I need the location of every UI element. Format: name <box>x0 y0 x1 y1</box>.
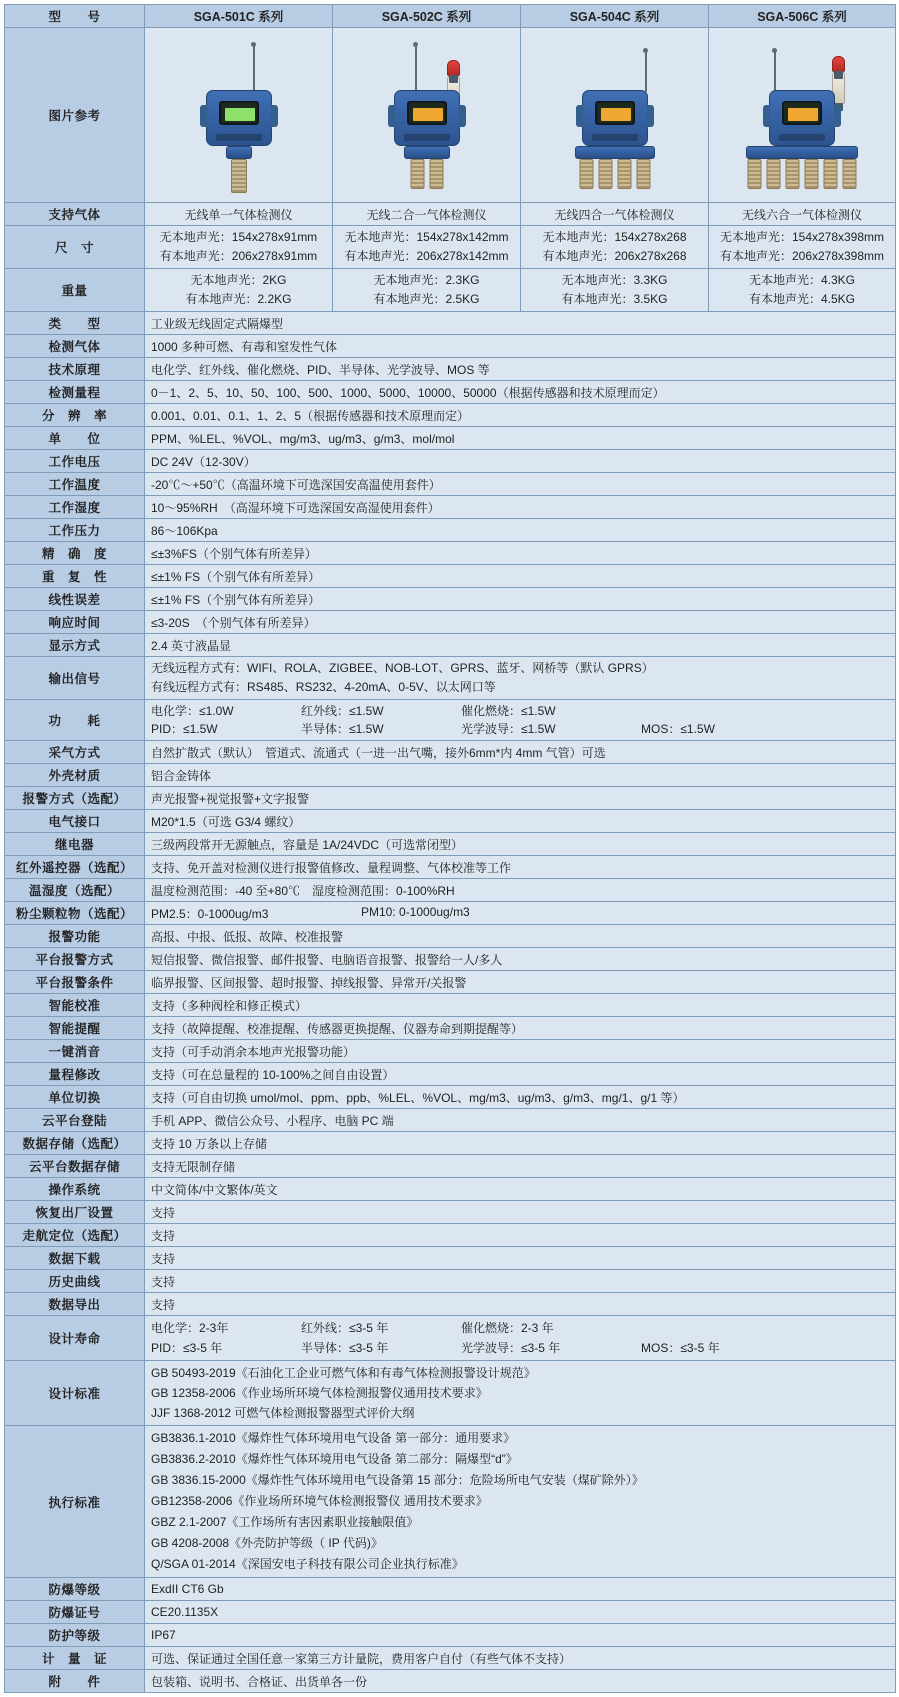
table-row-detect-gas <box>5 335 896 358</box>
row-label-photo: 图片参考 <box>5 28 145 203</box>
row-value-exec-standard: GB3836.1-2010《爆炸性气体环境用电气设备 第一部分：通用要求》 GB3836.2-2010《爆炸性气体环境用电气设备 第二部分：隔爆型“d”》 GB 3836.15-2000《爆炸性气体环境用电气设备第 15 部分：危险场所电气安装（煤矿除外）》 GB12358-2006《作业场所环境气体检测报警仪 通用技术要求》 GBZ 2.1-2007《工作场所有害因素职业接触限值》 GB 4208-2008《外壳防护等级（ IP 代码)》 Q/SGA 01-2014《深国安电子科技有限公司企业执行标准》 <box>145 1426 896 1578</box>
product-photo-506c <box>709 28 896 203</box>
row-label-electrical-interface: 电气接口 <box>5 810 145 833</box>
table-row-display <box>5 634 896 657</box>
row-label-display: 显示方式 <box>5 634 145 657</box>
row-value-data-export: 支持 <box>145 1293 896 1316</box>
table-row-lifetime <box>5 1316 896 1361</box>
row-value-ex-grade: ExdII CT6 Gb <box>145 1578 896 1601</box>
row-value-humidity: 10～95%RH （高湿环境下可选深国安高湿使用套件） <box>145 496 896 519</box>
table-row-linearity <box>5 588 896 611</box>
row-value-principle: 电化学、红外线、催化燃烧、PID、半导体、光学波导、MOS 等 <box>145 358 896 381</box>
row-value-range-modify: 支持（可在总量程的 10-100%之间自由设置） <box>145 1063 896 1086</box>
table-row-ex-grade <box>5 1578 896 1601</box>
table-row-dimension <box>5 226 896 269</box>
row-label-resolution: 分 辨 率 <box>5 404 145 427</box>
table-row-response-time <box>5 611 896 634</box>
table-row-factory-reset <box>5 1201 896 1224</box>
model-header-1: SGA-501C 系列 <box>145 5 333 28</box>
row-label-sampling: 采气方式 <box>5 741 145 764</box>
row-value-pressure: 86～106Kpa <box>145 519 896 542</box>
dimension-1: 无本地声光：154x278x91mm 有本地声光：206x278x91mm <box>145 226 333 269</box>
table-row-mute <box>5 1040 896 1063</box>
row-value-ir-remote: 支持、免开盖对检测仪进行报警值修改、量程调整、气体校准等工作 <box>145 856 896 879</box>
row-value-electrical-interface: M20*1.5（可选 G3/4 螺纹） <box>145 810 896 833</box>
row-value-display: 2.4 英寸液晶显 <box>145 634 896 657</box>
row-label-design-standard: 设计标准 <box>5 1361 145 1426</box>
table-row-electrical-interface <box>5 810 896 833</box>
row-value-data-storage: 支持 10 万条以上存储 <box>145 1132 896 1155</box>
row-label-smart-calibration: 智能校准 <box>5 994 145 1017</box>
row-label-platform-alarm-condition: 平台报警条件 <box>5 971 145 994</box>
table-row-type <box>5 312 896 335</box>
row-value-alarm-function: 高报、中报、低报、故障、校准报警 <box>145 925 896 948</box>
product-photo-501c <box>145 28 333 203</box>
row-label-os: 操作系统 <box>5 1178 145 1201</box>
row-label-history-curve: 历史曲线 <box>5 1270 145 1293</box>
gas-support-3: 无线四合一气体检测仪 <box>521 203 709 226</box>
table-row-resolution <box>5 404 896 427</box>
row-label-factory-reset: 恢复出厂设置 <box>5 1201 145 1224</box>
row-value-unit: PPM、%LEL、%VOL、mg/m3、ug/m3、g/m3、mol/mol <box>145 427 896 450</box>
table-row-data-storage <box>5 1132 896 1155</box>
row-value-power: 电化学：≤1.0W 红外线：≤1.5W 催化燃烧：≤1.5W PID：≤1.5W 半导体：≤1.5W 光学波导：≤1.5W MOS：≤1.5W <box>145 700 896 741</box>
row-label-mute: 一键消音 <box>5 1040 145 1063</box>
row-label-data-download: 数据下载 <box>5 1247 145 1270</box>
table-row-smart-reminder <box>5 1017 896 1040</box>
table-row-unit <box>5 427 896 450</box>
table-row-os <box>5 1178 896 1201</box>
table-row-data-export <box>5 1293 896 1316</box>
row-value-range: 0－1、2、5、10、50、100、500、1000、5000、10000、50000（根据传感器和技术原理而定） <box>145 381 896 404</box>
dimension-3: 无本地声光：154x278x268 有本地声光：206x278x268 <box>521 226 709 269</box>
row-label-weight: 重量 <box>5 269 145 312</box>
row-label-metrology-cert: 计 量 证 <box>5 1647 145 1670</box>
table-row-platform-alarm-condition <box>5 971 896 994</box>
row-label-ip-grade: 防护等级 <box>5 1624 145 1647</box>
row-label-gas-support: 支持气体 <box>5 203 145 226</box>
row-label-lifetime: 设计寿命 <box>5 1316 145 1361</box>
table-row-relay <box>5 833 896 856</box>
specification-table <box>4 4 896 1693</box>
row-value-temp-humidity-option: 温度检测范围：-40 至+80℃ 湿度检测范围：0-100%RH <box>145 879 896 902</box>
row-value-factory-reset: 支持 <box>145 1201 896 1224</box>
table-row-exec-standard <box>5 1426 896 1578</box>
table-row-cloud-login <box>5 1109 896 1132</box>
row-value-smart-reminder: 支持（故障提醒、校准提醒、传感器更换提醒、仪器寿命到期提醒等） <box>145 1017 896 1040</box>
row-label-temp-humidity-option: 温湿度（选配） <box>5 879 145 902</box>
row-label-cloud-login: 云平台登陆 <box>5 1109 145 1132</box>
table-row-metrology-cert <box>5 1647 896 1670</box>
row-value-design-standard: GB 50493-2019《石油化工企业可燃气体和有毒气体检测报警设计规范》 GB 12358-2006《作业场所环境气体检测报警仪通用技术要求》 JJF 1368-2012 可燃气体检测报警器型式评价大纲 <box>145 1361 896 1426</box>
model-header-3: SGA-504C 系列 <box>521 5 709 28</box>
dimension-4: 无本地声光：154x278x398mm 有本地声光：206x278x398mm <box>709 226 896 269</box>
table-row-temp-humidity-option <box>5 879 896 902</box>
table-row-model <box>5 5 896 28</box>
table-row-power <box>5 700 896 741</box>
row-value-history-curve: 支持 <box>145 1270 896 1293</box>
product-photo-504c <box>521 28 709 203</box>
row-value-metrology-cert: 可选、保证通过全国任意一家第三方计量院，费用客户自付（有些气体不支持） <box>145 1647 896 1670</box>
table-row-output-signal <box>5 657 896 700</box>
row-value-response-time: ≤3-20S （个别气体有所差异） <box>145 611 896 634</box>
row-value-housing: 铝合金铸体 <box>145 764 896 787</box>
row-label-repeatability: 重 复 性 <box>5 565 145 588</box>
dimension-2: 无本地声光：154x278x142mm 有本地声光：206x278x142mm <box>333 226 521 269</box>
row-label-response-time: 响应时间 <box>5 611 145 634</box>
row-value-cloud-login: 手机 APP、微信公众号、小程序、电脑 PC 端 <box>145 1109 896 1132</box>
weight-4: 无本地声光：4.3KG 有本地声光：4.5KG <box>709 269 896 312</box>
row-label-model: 型 号 <box>5 5 145 28</box>
row-value-smart-calibration: 支持（多种阀栓和修正模式） <box>145 994 896 1017</box>
row-label-ex-grade: 防爆等级 <box>5 1578 145 1601</box>
gas-support-4: 无线六合一气体检测仪 <box>709 203 896 226</box>
table-row-navigation-location <box>5 1224 896 1247</box>
row-value-dust: PM2.5：0-1000ug/m3 PM10: 0-1000ug/m3 <box>145 902 896 925</box>
table-row-housing <box>5 764 896 787</box>
row-label-dimension: 尺 寸 <box>5 226 145 269</box>
row-label-smart-reminder: 智能提醒 <box>5 1017 145 1040</box>
row-value-temperature: -20℃～+50℃（高温环境下可选深国安高温使用套件） <box>145 473 896 496</box>
row-value-data-download: 支持 <box>145 1247 896 1270</box>
row-label-unit: 单 位 <box>5 427 145 450</box>
table-row-design-standard <box>5 1361 896 1426</box>
row-label-ex-cert: 防爆证号 <box>5 1601 145 1624</box>
row-value-detect-gas: 1000 多种可燃、有毒和窒发性气体 <box>145 335 896 358</box>
table-row-photo <box>5 28 896 203</box>
table-row-range <box>5 381 896 404</box>
row-value-mute: 支持（可手动消余本地声光报警功能） <box>145 1040 896 1063</box>
model-header-4: SGA-506C 系列 <box>709 5 896 28</box>
row-label-linearity: 线性误差 <box>5 588 145 611</box>
row-label-navigation-location: 走航定位（选配） <box>5 1224 145 1247</box>
table-row-temperature <box>5 473 896 496</box>
row-label-range: 检测量程 <box>5 381 145 404</box>
row-value-output-signal: 无线远程方式有：WIFI、ROLA、ZIGBEE、NOB-LOT、GPRS、蓝牙、网桥等（默认 GPRS） 有线远程方式有：RS485、RS232、4-20mA、0-5V、以太网口等 <box>145 657 896 700</box>
table-row-repeatability <box>5 565 896 588</box>
table-row-sampling <box>5 741 896 764</box>
row-label-relay: 继电器 <box>5 833 145 856</box>
table-row-alarm-function <box>5 925 896 948</box>
row-label-pressure: 工作压力 <box>5 519 145 542</box>
weight-2: 无本地声光：2.3KG 有本地声光：2.5KG <box>333 269 521 312</box>
row-label-alarm-mode: 报警方式（选配） <box>5 787 145 810</box>
table-row-range-modify <box>5 1063 896 1086</box>
row-label-accuracy: 精 确 度 <box>5 542 145 565</box>
row-label-accessories: 附 件 <box>5 1670 145 1693</box>
row-value-ip-grade: IP67 <box>145 1624 896 1647</box>
table-row-cloud-storage <box>5 1155 896 1178</box>
weight-1: 无本地声光：2KG 有本地声光：2.2KG <box>145 269 333 312</box>
row-value-alarm-mode: 声光报警+视觉报警+文字报警 <box>145 787 896 810</box>
row-value-relay: 三级两段常开无源触点，容量是 1A/24VDC（可选常闭型） <box>145 833 896 856</box>
row-value-unit-switch: 支持（可自由切换 umol/mol、ppm、ppb、%LEL、%VOL、mg/m3、ug/m3、g/m3、mg/1、g/1 等） <box>145 1086 896 1109</box>
row-value-linearity: ≤±1% FS（个别气体有所差异） <box>145 588 896 611</box>
table-row-data-download <box>5 1247 896 1270</box>
row-label-housing: 外壳材质 <box>5 764 145 787</box>
row-value-navigation-location: 支持 <box>145 1224 896 1247</box>
row-label-output-signal: 输出信号 <box>5 657 145 700</box>
row-label-cloud-storage: 云平台数据存储 <box>5 1155 145 1178</box>
row-value-accuracy: ≤±3%FS（个别气体有所差异） <box>145 542 896 565</box>
table-row-principle <box>5 358 896 381</box>
table-row-dust <box>5 902 896 925</box>
model-header-2: SGA-502C 系列 <box>333 5 521 28</box>
table-row-smart-calibration <box>5 994 896 1017</box>
row-value-cloud-storage: 支持无限制存储 <box>145 1155 896 1178</box>
row-label-range-modify: 量程修改 <box>5 1063 145 1086</box>
row-label-voltage: 工作电压 <box>5 450 145 473</box>
row-value-repeatability: ≤±1% FS（个别气体有所差异） <box>145 565 896 588</box>
row-label-humidity: 工作湿度 <box>5 496 145 519</box>
table-row-pressure <box>5 519 896 542</box>
product-photo-502c <box>333 28 521 203</box>
table-row-history-curve <box>5 1270 896 1293</box>
row-value-voltage: DC 24V（12-30V） <box>145 450 896 473</box>
row-label-platform-alarm-mode: 平台报警方式 <box>5 948 145 971</box>
table-row-ip-grade <box>5 1624 896 1647</box>
row-value-os: 中文简体/中文繁体/英文 <box>145 1178 896 1201</box>
table-row-voltage <box>5 450 896 473</box>
row-value-platform-alarm-mode: 短信报警、微信报警、邮件报警、电脑语音报警、报警给一人/多人 <box>145 948 896 971</box>
row-label-ir-remote: 红外遥控器（选配） <box>5 856 145 879</box>
row-value-type: 工业级无线固定式隔爆型 <box>145 312 896 335</box>
row-value-lifetime: 电化学：2-3年 红外线：≤3-5 年 催化燃烧：2-3 年 PID：≤3-5 年 半导体：≤3-5 年 光学波导：≤3-5 年 MOS：≤3-5 年 <box>145 1316 896 1361</box>
row-label-temperature: 工作温度 <box>5 473 145 496</box>
gas-support-2: 无线二合一气体检测仪 <box>333 203 521 226</box>
table-row-ir-remote <box>5 856 896 879</box>
table-row-unit-switch <box>5 1086 896 1109</box>
table-row-platform-alarm-mode <box>5 948 896 971</box>
row-value-accessories: 包装箱、说明书、合格证、出货单各一份 <box>145 1670 896 1693</box>
row-label-type: 类 型 <box>5 312 145 335</box>
row-label-data-export: 数据导出 <box>5 1293 145 1316</box>
weight-3: 无本地声光：3.3KG 有本地声光：3.5KG <box>521 269 709 312</box>
table-row-gas-support <box>5 203 896 226</box>
table-row-accessories <box>5 1670 896 1693</box>
row-label-detect-gas: 检测气体 <box>5 335 145 358</box>
table-row-alarm-mode <box>5 787 896 810</box>
row-value-platform-alarm-condition: 临界报警、区间报警、超时报警、掉线报警、异常开/关报警 <box>145 971 896 994</box>
table-row-weight <box>5 269 896 312</box>
row-label-unit-switch: 单位切换 <box>5 1086 145 1109</box>
row-label-power: 功 耗 <box>5 700 145 741</box>
gas-support-1: 无线单一气体检测仪 <box>145 203 333 226</box>
row-value-sampling: 自然扩散式（默认） 管道式、流通式（一进一出气嘴，接外6mm*内 4mm 气管）可选 <box>145 741 896 764</box>
table-row-accuracy <box>5 542 896 565</box>
row-label-data-storage: 数据存储（选配） <box>5 1132 145 1155</box>
row-label-alarm-function: 报警功能 <box>5 925 145 948</box>
row-label-principle: 技术原理 <box>5 358 145 381</box>
row-value-ex-cert: CE20.1135X <box>145 1601 896 1624</box>
row-value-resolution: 0.001、0.01、0.1、1、2、5（根据传感器和技术原理而定） <box>145 404 896 427</box>
table-row-humidity <box>5 496 896 519</box>
row-label-exec-standard: 执行标准 <box>5 1426 145 1578</box>
row-label-dust: 粉尘颗粒物（选配） <box>5 902 145 925</box>
